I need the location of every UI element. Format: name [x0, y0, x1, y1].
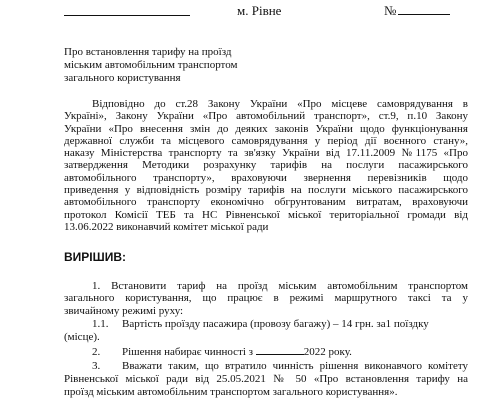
item-2-text-before: Рішення набирає чинності з [122, 346, 256, 358]
preamble-line: 13.06.2022 виконавчий комітет міської ради [64, 220, 269, 233]
subject-line: міським автомобільним транспортом [64, 59, 238, 71]
item-1-line: 1. Встановити тариф на проїзд міським автомобільним транспортом [92, 280, 468, 292]
item-2-text-after: 2022 року. [303, 346, 352, 358]
preamble-line: державної служби та місцевого самоврядування у період дії воєнного стану», [64, 134, 468, 147]
subject-block [64, 46, 237, 85]
item-1-1-text: Вартість проїзду пасажира (провозу багажу) – 14 грн. за1 поїздку [122, 318, 429, 330]
item-1-1-number: 1.1. [92, 318, 109, 330]
place-name: м. Рівне [237, 3, 282, 18]
item-3-line-text: Вважати таким, що втратило чинність рішення виконавчого комітету [122, 360, 468, 372]
item-3-line [64, 373, 468, 385]
preamble-line: України «Про внесення змін до деяких законів України щодо функціонування [64, 122, 468, 135]
number-sign: № [384, 3, 397, 18]
document-number [384, 3, 450, 19]
item-1-line: загального користування, що працює в режимі маршрутного таксі та у [64, 292, 468, 305]
date-field [64, 4, 190, 20]
preamble-line: Україні», Закону України «Про автомобільний транспорт», ст.9, п.10 Закону [64, 110, 468, 123]
preamble-paragraph [64, 98, 468, 233]
preamble-line: автомобільного транспорту», враховуючи звернення перевізників щодо [64, 171, 468, 184]
item-1 [64, 280, 468, 317]
item-1-1-text-cont: (місце). [64, 331, 100, 343]
item-3-line-text: Рівненської міської ради від 25.05.2021 № 50 «Про встановлення тарифу на [64, 373, 468, 385]
item-3-line: проїзд міським автомобільним транспортом загального користування». [64, 386, 398, 398]
item-1-line: звичайному режимі руху: [64, 304, 184, 317]
item-3-line [122, 360, 468, 372]
subject-line: Про встановлення тарифу на проїзд [64, 46, 232, 58]
effective-date-blank [256, 354, 304, 355]
preamble-line: протокол Комісії ТЕБ та НС Рівненської міської територіальної громади від [64, 208, 468, 221]
date-blank [64, 15, 190, 16]
preamble-line: затвердження Методики розрахунку тарифів на послуги пасажирського [64, 159, 468, 172]
subject-line: загального користування [64, 72, 181, 84]
item-3-number: 3. [92, 360, 101, 372]
decision-heading: ВИРІШИВ: [64, 250, 126, 264]
preamble-line: автомобільного транспорту економічно обгрунтованим витратам, враховуючи [64, 196, 468, 209]
preamble-line: наказу Міністерства транспорту та зв'язку України від 17.11.2009 №1175 «Про [64, 147, 468, 160]
item-2-number: 2. [92, 346, 101, 358]
preamble-line: Відповідно до ст.28 Закону України «Про місцеве самоврядування в [92, 98, 468, 110]
number-blank [398, 14, 450, 15]
preamble-line: приведення у відповідність розміру тарифів на послуги міського пасажирського [64, 184, 468, 197]
item-2-text [122, 346, 352, 358]
